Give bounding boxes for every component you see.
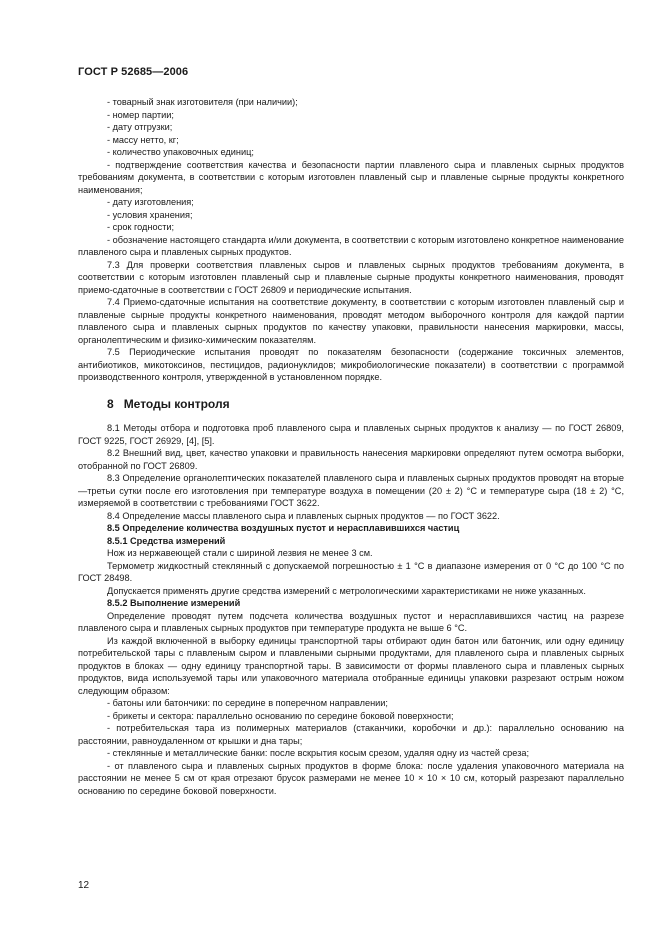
section-title: Методы контроля bbox=[123, 396, 230, 411]
list-item: - условия хранения; bbox=[107, 209, 193, 220]
subsection-heading-8-5-1: 8.5.1 Средства измерений bbox=[107, 535, 226, 546]
section-number: 8 bbox=[107, 396, 114, 411]
list-item: - дату изготовления; bbox=[107, 197, 194, 207]
list-item: - батоны или батончики: по середине в поперечном направлении; bbox=[107, 698, 388, 708]
paragraph: Термометр жидкостный стеклянный с допускаемой погрешностью ± 1 °С в диапазоне измерения от 0 °С до 100 °С по ГОСТ 28498. bbox=[78, 560, 624, 583]
section-heading bbox=[78, 398, 624, 411]
document-header: ГОСТ Р 52685—2006 bbox=[78, 66, 189, 78]
list-item: - дату отгрузки; bbox=[107, 122, 173, 132]
paragraph-7-3: 7.3 Для проверки соответствия плавленых сыров и плавленых сырных продуктов требованиям документа, в соответствии с которым изготовлен плавленый сыр и плавленые сырные продукты конкретного наименования, проводят приемо-сдаточные в соответствии с ГОСТ 26809 и периодические испытания. bbox=[78, 259, 624, 295]
paragraph: Допускается применять другие средства измерений с метрологическими характеристиками не ниже указанных. bbox=[107, 585, 586, 596]
list-item: - подтверждение соответствия качества и безопасности партии плавленого сыра и плавленых сырных продуктов требованиям документа, в соответствии с которым изготовлен плавленый сыр и плавленые сырные продукты конкретного наименования; bbox=[78, 159, 624, 195]
list-item: - срок годности; bbox=[107, 222, 175, 232]
list-item: - от плавленого сыра и плавленых сырных продуктов в форме блока: после удаления упаковочного материала на расстоянии не менее 5 см от края отрезают брусок размерами не менее 10 × 10 × 10 см, который разрезают параллельно основанию по середине боковой поверхности. bbox=[78, 760, 624, 796]
list-item: - обозначение настоящего стандарта и/или документа, в соответствии с которым изготовлено конкретное наименование плавленого сыра и плавленых сырных продуктов. bbox=[78, 234, 624, 257]
list-item: - потребительская тара из полимерных материалов (стаканчики, коробочки и др.): параллельно основанию на расстоянии, равноудаленном от крышки и дна тары; bbox=[78, 723, 624, 746]
paragraph-7-4: 7.4 Приемо-сдаточные испытания на соответствие документу, в соответствии с которым изготовлен плавленый сыр и плавленые сырные продукты конкретного наименования, проводят методом выборочного контроля для каждой партии плавленого сыра и плавленых сырных продуктов по качеству упаковки, правильности нанесения маркировки, массы, органолептическим и физико-химическим показателям. bbox=[78, 297, 624, 345]
paragraph: Определение проводят путем подсчета количества воздушных пустот и нерасплавившихся частиц на разрезе плавленого сыра и плавленых сырных продуктов при температуре продукта не выше 6 °С. bbox=[78, 610, 624, 633]
subsection-heading-8-5: 8.5 Определение количества воздушных пустот и нерасплавившихся частиц bbox=[107, 523, 460, 533]
paragraph-8-3: 8.3 Определение органолептических показателей плавленого сыра и плавленых сырных продуктов проводят на вторые—третьи сутки после его изготовления при температуре воздуха в помещении (20 ± 2) °С и температуре сыра (18 ± 2) °С, измеряемой в соответствии с требованиями ГОСТ 3622. bbox=[78, 473, 624, 508]
paragraph: Из каждой включенной в выборку единицы транспортной тары отбирают один батон или батончик, или одну единицу потребительской тары с плавленым сыром и плавлеными сырными продуктами, для плавленого сыра и плавленых сырных продуктов в блоках — одну единицу транспортной тары. В зависимости от формы плавленого сыра и плавленых сырных продуктов, вида используемой тары или упаковочного материала отобранные единицы упаковки разрезают острым ножом следующим образом: bbox=[78, 635, 624, 696]
list-item: - количество упаковочных единиц; bbox=[107, 147, 254, 157]
paragraph: Нож из нержавеющей стали с шириной лезвия не менее 3 см. bbox=[107, 548, 373, 558]
list-item: - брикеты и сектора: параллельно основанию по середине боковой поверхности; bbox=[107, 710, 454, 721]
list-item: - товарный знак изготовителя (при наличии); bbox=[107, 97, 298, 107]
paragraph-7-5: 7.5 Периодические испытания проводят по показателям безопасности (содержание токсичных элементов, антибиотиков, микотоксинов, пестицидов, радионуклидов; микробиологические показатели) в соответствии с программой производственного контроля, утвержденной в установленном порядке. bbox=[78, 347, 624, 382]
paragraph-8-1: 8.1 Методы отбора и подготовка проб плавленого сыра и плавленых сырных продуктов к анализу — по ГОСТ 26809, ГОСТ 9225, ГОСТ 26929, [4], [5]. bbox=[78, 423, 624, 446]
page-number: 12 bbox=[78, 880, 90, 891]
list-item: - массу нетто, кг; bbox=[107, 134, 179, 145]
document-body bbox=[78, 96, 624, 797]
list-item: - номер партии; bbox=[107, 109, 174, 120]
list-item: - стеклянные и металлические банки: после вскрытия косым срезом, удаляя одну из частей среза; bbox=[107, 748, 530, 758]
paragraph-8-4: 8.4 Определение массы плавленого сыра и плавленых сырных продуктов — по ГОСТ 3622. bbox=[107, 510, 500, 521]
subsection-heading-8-5-2: 8.5.2 Выполнение измерений bbox=[107, 598, 241, 608]
paragraph-8-2: 8.2 Внешний вид, цвет, качество упаковки и правильность нанесения маркировки определяют путем осмотра выборки, отобранной по ГОСТ 26809. bbox=[78, 448, 624, 471]
